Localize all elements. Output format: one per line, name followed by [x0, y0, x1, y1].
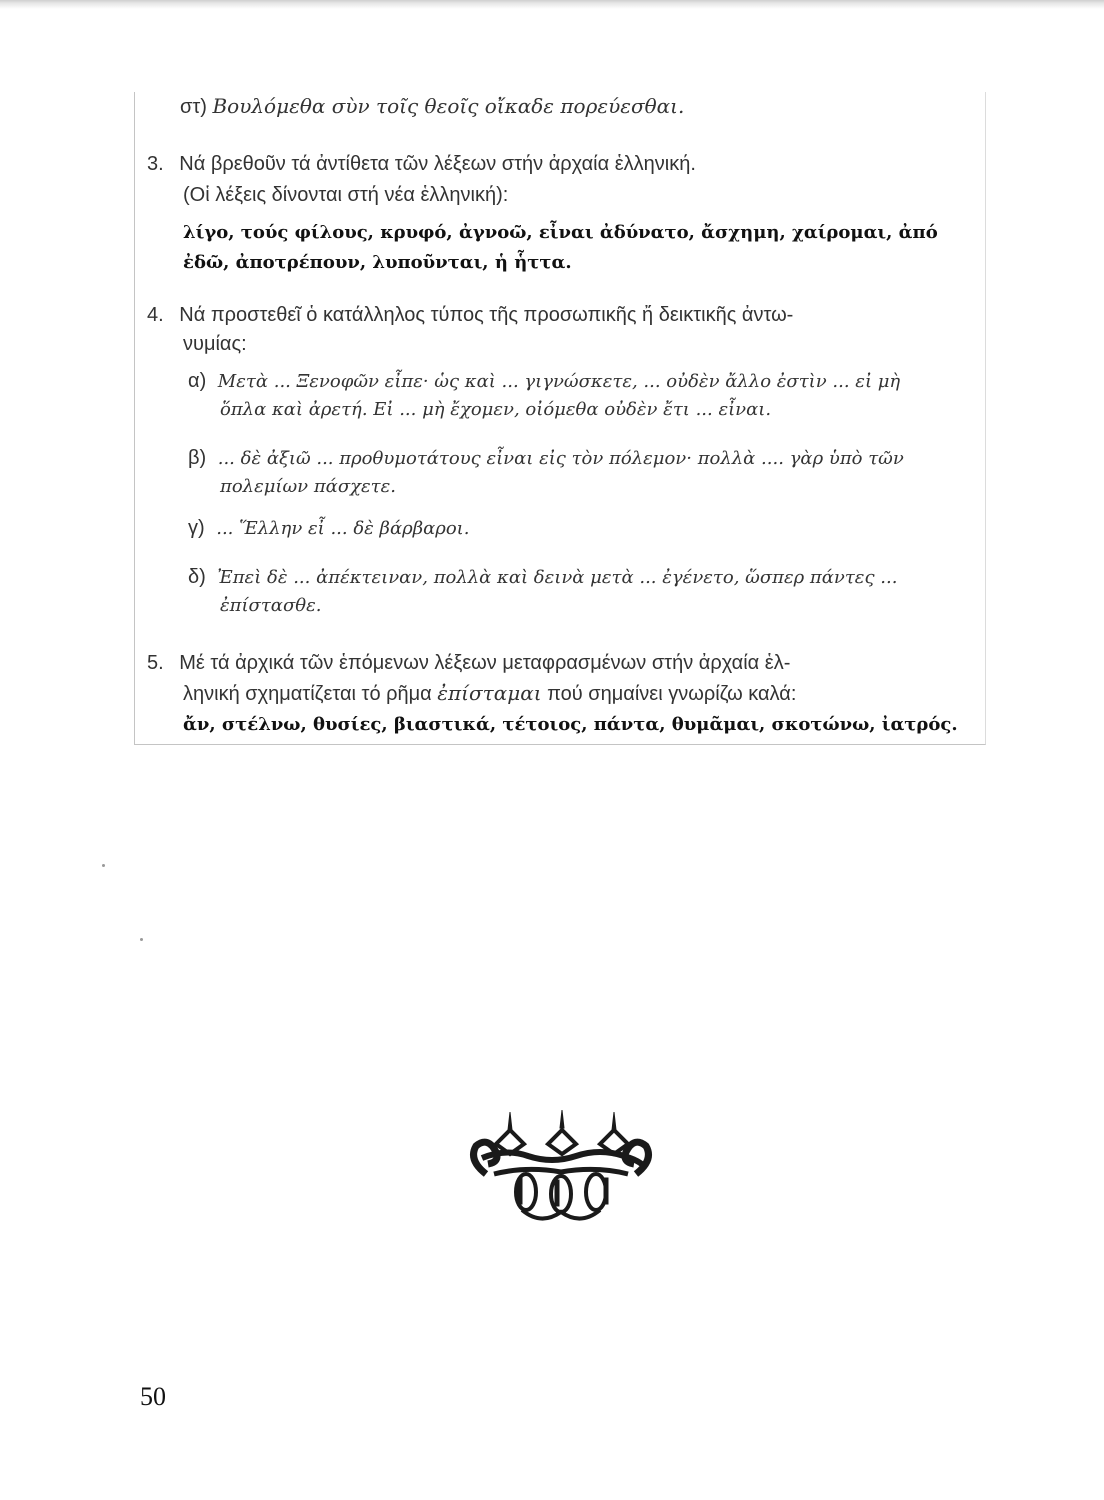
exercise-3-text1: Νά βρεθοῦν τά ἀντίθετα τῶν λέξεων στήν ἀρχαία ἑλληνική. — [179, 153, 696, 175]
exercise-st — [180, 94, 684, 119]
exercise-4d-line2: ἐπίστασθε. — [220, 595, 322, 616]
exercise-3-number: 3. — [147, 153, 164, 175]
exercise-4b-line1 — [188, 446, 904, 471]
page-number: 50 — [140, 1382, 166, 1411]
decorative-vignette-icon — [466, 1108, 656, 1228]
exercise-3-bold-line2: ἐδῶ, ἀποτρέπουν, λυποῦνται, ἡ ἧττα. — [183, 252, 572, 273]
scan-speck — [140, 938, 143, 941]
exercise-4g-line1 — [188, 516, 469, 541]
exercise-5-line1 — [147, 651, 790, 675]
exercise-4d-label: δ) — [188, 566, 206, 588]
scan-speck — [102, 864, 105, 867]
scan-top-edge — [0, 0, 1104, 10]
exercise-4-line1 — [147, 303, 793, 327]
exercise-5-bold-line: ἄν, στέλνω, θυσίες, βιαστικά, τέτοιος, πάντα, θυμᾶμαι, σκοτώνω, ἰατρός. — [183, 714, 958, 735]
exercise-5-text2-italic: ἐπίσταμαι — [437, 681, 542, 705]
exercise-4g-label: γ) — [188, 517, 205, 539]
exercise-5-text1: Μέ τά ἀρχικά τῶν ἑπόμενων λέξεων μεταφρασμένων στήν ἀρχαία ἑλ- — [179, 652, 791, 674]
exercise-3-line2: (Οἱ λέξεις δίνονται στή νέα ἑλληνική): — [183, 184, 509, 206]
exercise-4d-text1: Ἐπεὶ δὲ ... ἀπέκτειναν, πολλὰ καὶ δεινὰ μετὰ ... ἐγένετο, ὥσπερ πάντες ... — [217, 567, 898, 588]
exercise-4a-line1 — [188, 369, 900, 394]
exercise-4d-line1 — [188, 565, 897, 590]
exercise-5-number: 5. — [147, 652, 164, 674]
exercise-4-line2: νυμίας: — [183, 333, 247, 355]
exercise-5-text2-pre: ληνική σχηματίζεται τό ρῆμα — [183, 683, 432, 705]
exercise-4a-text1: Μετὰ ... Ξενοφῶν εἶπε· ὡς καὶ ... γιγνώσκετε, ... οὐδὲν ἄλλο ἐστὶν ... εἰ μὴ — [217, 371, 901, 392]
exercise-5-line2 — [183, 681, 796, 706]
exercise-3-bold-line1: λίγο, τούς φίλους, κρυφό, ἀγνοῶ, εἶναι ἀδύνατο, ἄσχημη, χαίρομαι, ἀπό — [183, 222, 938, 243]
exercise-4b-text1: ... δὲ ἀξιῶ ... προθυμοτάτους εἶναι εἰς τὸν πόλεμον· πολλὰ .... γὰρ ὑπὸ τῶν — [217, 448, 904, 469]
exercise-4b-line2: πολεμίων πάσχετε. — [220, 476, 397, 497]
exercise-4b-label: β) — [188, 447, 207, 469]
exercise-3-line1 — [147, 152, 696, 176]
exercise-st-label: στ) — [180, 96, 207, 118]
exercise-4a-line2: ὅπλα καὶ ἀρετή. Εἰ ... μὴ ἔχομεν, οἰόμεθα οὐδὲν ἔτι ... εἶναι. — [220, 399, 772, 420]
exercise-st-text: Βουλόμεθα σὺν τοῖς θεοῖς οἴκαδε πορεύεσθαι. — [212, 94, 685, 118]
exercise-4a-label: α) — [188, 370, 207, 392]
exercise-5-text2-post: πού σημαίνει γνωρίζω καλά: — [547, 683, 797, 705]
exercise-4g-text1: ... Ἕλλην εἶ ... δὲ βάρβαροι. — [216, 518, 470, 539]
exercise-4-text1: Νά προστεθεῖ ὁ κατάλληλος τύπος τῆς προσωπικῆς ἤ δεικτικῆς ἀντω- — [179, 304, 794, 326]
exercise-4-number: 4. — [147, 304, 164, 326]
